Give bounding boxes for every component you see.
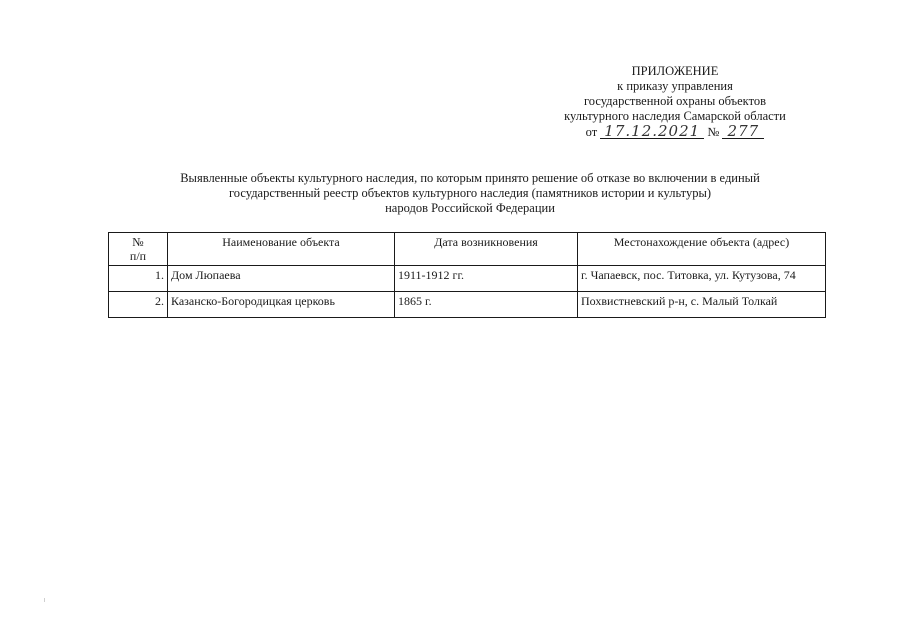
document-heading [110,171,830,216]
order-reference [540,124,810,140]
objects-table [108,232,826,318]
row-date: 1865 г. [395,292,578,318]
row-num: 1. [109,266,168,292]
header-num [109,233,168,266]
table-row [109,266,826,292]
header-date: Дата возникновения [395,233,578,266]
handwritten-number: 277 [722,124,764,139]
appendix-line-2: государственной охраны объектов [583,94,767,108]
row-name: Дом Люпаева [168,266,395,292]
header-num-line-2: п/п [129,249,147,263]
row-location: г. Чапаевск, пос. Титовка, ул. Кутузова, 74 [578,266,826,292]
scan-artifact [44,598,45,602]
header-location: Местонахождение объекта (адрес) [578,233,826,266]
row-location: Похвистневский р-н, с. Малый Толкай [578,292,826,318]
row-name: Казанско-Богородицкая церковь [168,292,395,318]
handwritten-date: 17.12.2021 [600,124,704,139]
number-label: № [707,125,720,139]
heading-line-1: Выявленные объекты культурного наследия, по которым принято решение об отказе во включении в единый [180,171,760,185]
table-header-row [109,233,826,266]
table-row [109,292,826,318]
header-num-line-1: № [132,235,144,249]
appendix-title: ПРИЛОЖЕНИЕ [631,64,719,78]
heading-line-3: народов Российской Федерации [385,201,555,215]
heading-line-2: государственный реестр объектов культурного наследия (памятников истории и культуры) [228,186,712,200]
row-date: 1911-1912 гг. [395,266,578,292]
row-num: 2. [109,292,168,318]
header-name: Наименование объекта [168,233,395,266]
appendix-line-3: культурного наследия Самарской области [564,109,786,123]
from-label: от [585,125,598,139]
appendix-header [540,64,810,140]
appendix-line-1: к приказу управления [617,79,733,93]
